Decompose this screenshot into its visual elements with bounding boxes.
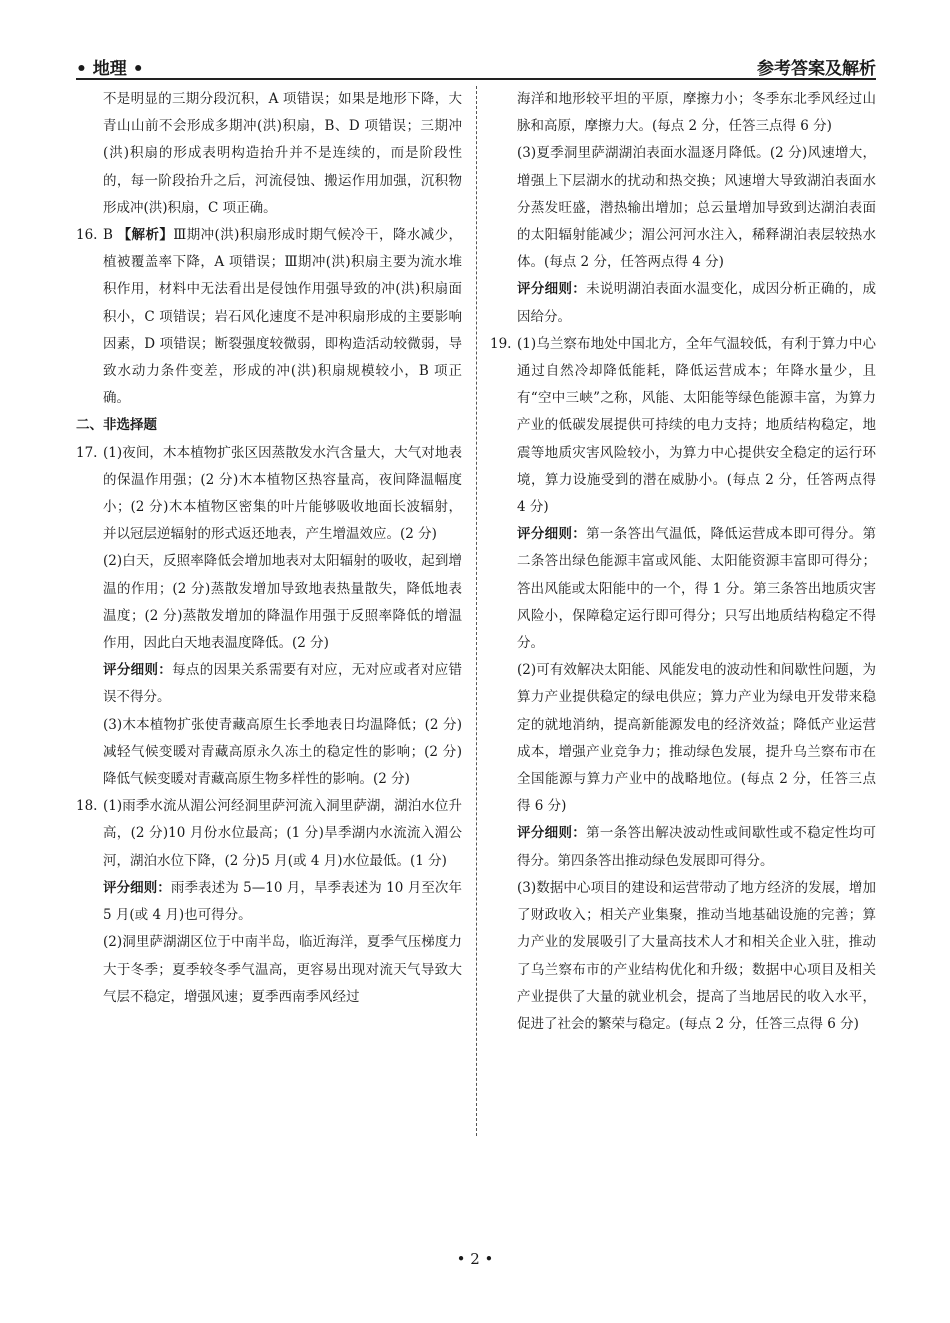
scoring-text: 雨季表述为 5—10 月，旱季表述为 10 月至次年 5 月(或 4 月)也可得分。 [103, 879, 462, 924]
scoring-tag: 评分细则： [103, 662, 173, 679]
section-heading: 二、非选择题 [76, 417, 157, 434]
header-title: 参考答案及解析 [757, 59, 876, 79]
question-number: 16. [76, 227, 98, 244]
question-number: 19. [490, 335, 512, 352]
scoring-text: 第一条答出解决波动性或间歇性或不稳定性均可得分。第四条答出推动绿色发展即可得分。 [517, 825, 877, 869]
scoring-rule [103, 875, 462, 929]
answer-part-3: (3)夏季洞里萨湖湖泊表面水温逐月降低。(2 分)风速增大，增强上下层湖水的扰动和热交换；风速增大导致湖泊表面水分蒸发旺盛，潜热输出增加；总云量增加导致到达湖泊表面的太阳辐射能减少；湄公河河水注入，稀释湖泊表层较热水体。(每点 2 分，任答两点得 4 分) [517, 145, 876, 271]
answer-part-3: (3)数据中心项目的建设和运营带动了地方经济的发展，增加了财政收入；相关产业集聚，推动当地基础设施的完善；算力产业的发展吸引了大量高技术人才和相关企业入驻，推动了乌兰察布市的产业结构优化和升级；数据中心项目及相关产业提供了大量的就业机会，提高了当地居民的收入水平，促进了社会的繁荣与稳定。(每点 2 分，任答三点得 6 分) [517, 879, 876, 1032]
header-rule [76, 78, 876, 80]
question-number: 18. [76, 798, 98, 815]
answer-part-1: (1)雨季水流从湄公河经洞里萨河流入洞里萨湖，湖泊水位升高，(2 分)10 月份水位最高；(1 分)旱季湖内水流流入湄公河，湖泊水位下降，(2 分)5 月(或 4 月)水位最低。(1 分) [103, 798, 462, 869]
q15-continuation: 不是明显的三期分段沉积，A 项错误；如果是地形下降，大青山山前不会形成多期冲(洪)积扇，B、D 项错误；三期冲(洪)积扇的形成表明构造抬升并不是连续的，而是阶段性的，每一阶段抬升之后，河流侵蚀、搬运作用加强，沉积物形成冲(洪)积扇，C 项正确。 [103, 91, 462, 216]
answer-part-1: (1)乌兰察布地处中国北方，全年气温较低，有利于算力中心通过自然冷却降低能耗，降低运营成本；年降水量少，且有“空中三峡”之称，风能、太阳能等绿色能源丰富，为算力产业的低碳发展提供可持续的电力支持；地质结构稳定，地震等地质灾害风险较小，为算力中心提供安全稳定的运行环境，算力设施受到的潜在威胁小。(每点 2 分，任答两点得 4 分) [517, 335, 876, 516]
analysis-text: Ⅲ期冲(洪)积扇形成时期气候冷干，降水减少，植被覆盖率下降，A 项错误；Ⅲ期冲(洪)积扇主要为流水堆积作用，材料中无法看出是侵蚀作用强导致的冲(洪)积扇面积小，C 项错误；岩石风化速度不是冲积扇形成的主要影响因素，D 项错误；断裂强度较微弱，即构造活动较微弱，导致水动力条件变差，形成的冲(洪)积扇规模较小，B 项正确。 [103, 227, 463, 407]
analysis-tag: 【解析】 [117, 227, 174, 244]
page-header [76, 52, 876, 78]
answer-part-3: (3)木本植物扩张使青藏高原生长季地表日均温降低；(2 分)减轻气候变暖对青藏高原永久冻土的稳定性的影响；(2 分)降低气候变暖对青藏高原生物多样性的影响。(2 分) [103, 716, 462, 788]
scoring-rule [103, 657, 462, 711]
question-17 [76, 440, 462, 794]
scoring-tag: 评分细则： [517, 281, 587, 298]
answer-letter: B [103, 227, 113, 244]
scoring-rule [517, 276, 876, 330]
scoring-rule [517, 521, 876, 657]
scoring-rule [517, 820, 876, 874]
question-19 [490, 331, 876, 1038]
scoring-text: 第一条答出气温低，降低运营成本即可得分。第二条答出绿色能源丰富或风能、太阳能资源丰富即可得分；答出风能或太阳能中的一个，得 1 分。第三条答出地质灾害风险小，保障稳定运行即可得分；只写出地质结构稳定不得分。 [517, 526, 877, 652]
answer-part-2-cont: 海洋和地形较平坦的平原，摩擦力小；冬季东北季风经过山脉和高原，摩擦力大。(每点 2 分，任答三点得 6 分) [517, 91, 876, 135]
scoring-text: 每点的因果关系需要有对应，无对应或者对应错误不得分。 [103, 662, 463, 706]
answer-part-2: (2)可有效解决太阳能、风能发电的波动性和间歇性问题，为算力产业提供稳定的绿电供应；算力产业为绿电开发带来稳定的就地消纳，提高新能源发电的经济效益；降低产业运营成本，增强产业竞争力；推动绿色发展，提升乌兰察布市在全国能源与算力产业中的战略地位。(每点 2 分，任答三点得 6 分) [517, 662, 876, 815]
page-number: • 2 • [456, 1250, 494, 1268]
question-18 [76, 793, 462, 1011]
subject-label: • 地理 • [76, 59, 144, 79]
answer-part-1: (1)夜间，木本植物扩张区因蒸散发水汽含量大，大气对地表的保温作用强；(2 分)木本植物区热容量高，夜间降温幅度小；(2 分)木本植物区密集的叶片能够吸收地面长波辐射，并以冠层逆辐射的形式返还地表，产生增温效应。(2 分) [103, 444, 462, 543]
scoring-tag: 评分细则： [517, 825, 587, 842]
question-18-continued [490, 86, 876, 331]
question-16 [76, 222, 462, 412]
column-divider [476, 86, 477, 1136]
right-column [490, 86, 876, 1038]
scoring-tag: 评分细则： [103, 879, 171, 896]
question-number: 17. [76, 444, 98, 461]
answer-part-2: (2)洞里萨湖湖区位于中南半岛，临近海洋，夏季气压梯度力大于冬季；夏季较冬季气温高，更容易出现对流天气导致大气层不稳定，增强风速；夏季西南季风经过 [103, 934, 462, 1005]
answer-part-2: (2)白天，反照率降低会增加地表对太阳辐射的吸收，起到增温的作用；(2 分)蒸散发增加导致地表热量散失，降低地表温度；(2 分)蒸散发增加的降温作用强于反照率降低的增温作用，因此白天地表温度降低。(2 分) [103, 553, 462, 652]
scoring-tag: 评分细则： [517, 526, 587, 543]
left-column [76, 86, 462, 1011]
scoring-text: 未说明湖泊表面水温变化，成因分析正确的，成因给分。 [517, 281, 877, 325]
